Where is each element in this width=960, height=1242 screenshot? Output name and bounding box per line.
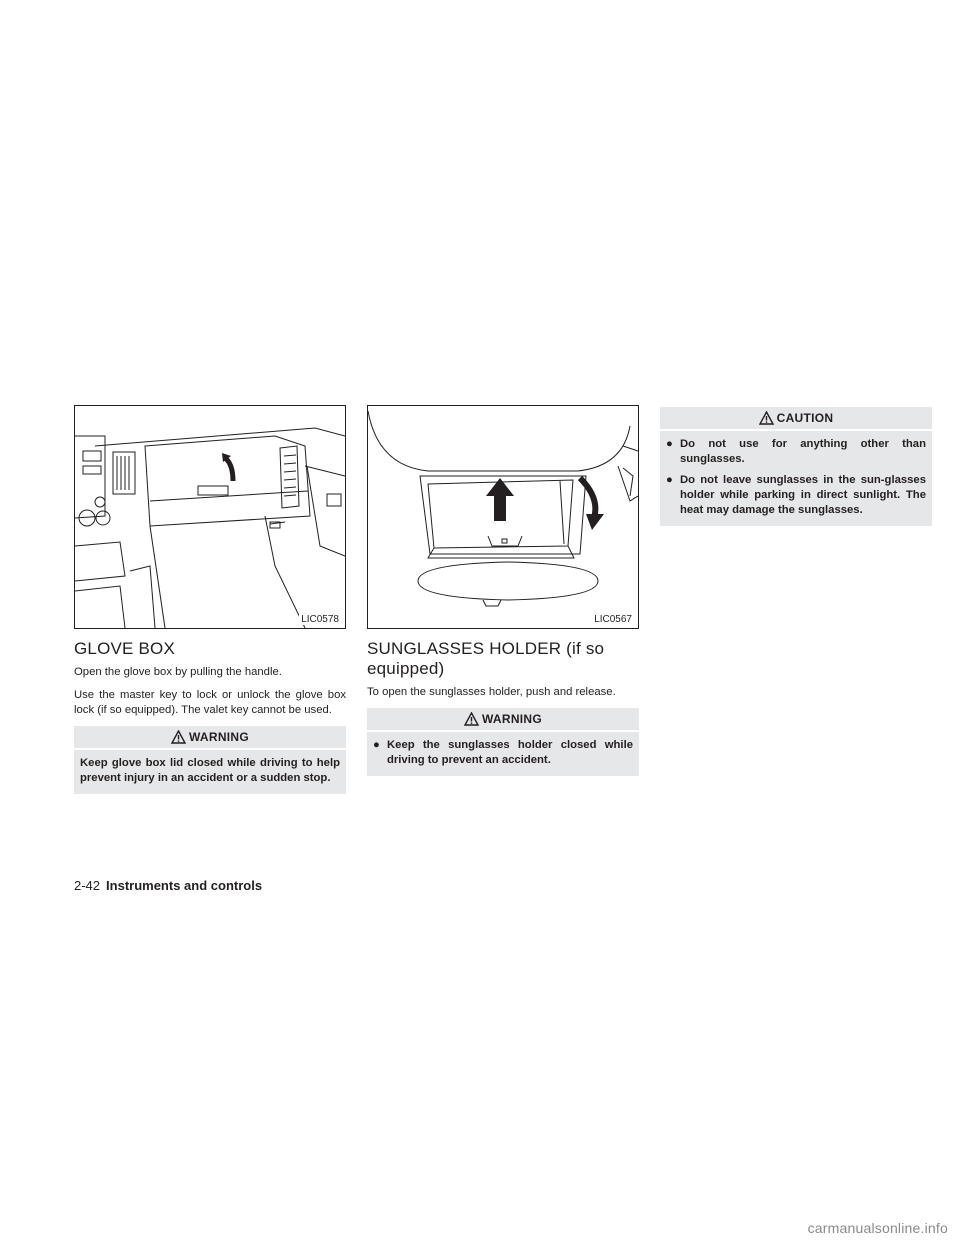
sunglasses-heading: SUNGLASSES HOLDER (if so equipped): [367, 639, 605, 678]
warning-title: WARNING: [481, 712, 543, 726]
figure-code: LIC0567: [594, 614, 632, 625]
caution-bullet: [666, 473, 926, 518]
caution-section: [660, 405, 932, 526]
glove-box-section: [74, 405, 346, 794]
watermark: carmanualsonline.info: [807, 1220, 948, 1236]
caution-header: [660, 407, 932, 431]
sunglasses-section: [367, 405, 639, 776]
bullet-dot: ●: [666, 438, 673, 450]
warning-header: [367, 708, 639, 732]
bullet-text: Do not use for anything other than sunglasses.: [680, 438, 926, 465]
bullet-dot: ●: [666, 474, 673, 486]
caution-bullet: [666, 437, 926, 467]
glove-box-illustration: [74, 405, 346, 629]
glove-box-heading: GLOVE BOX: [74, 639, 176, 658]
glove-box-paragraph-2: Use the master key to lock or unlock the glove box lock (if so equipped). The valet key cannot be used.: [74, 689, 346, 716]
warning-bullet: [373, 738, 633, 768]
figure-code: LIC0578: [301, 614, 339, 625]
sunglasses-warning: [367, 708, 639, 776]
page-footer: [74, 878, 262, 893]
warning-triangle-icon: [464, 712, 479, 726]
glove-box-paragraph-1: Open the glove box by pulling the handle.: [74, 666, 282, 678]
warning-body: [367, 732, 639, 776]
section-title: Instruments and controls: [106, 878, 263, 893]
warning-title: WARNING: [188, 730, 250, 744]
warning-triangle-icon: [171, 730, 186, 744]
caution-body: [660, 431, 932, 526]
sunglasses-holder-illustration: [367, 405, 639, 629]
caution-box: [660, 407, 932, 526]
bullet-text: Keep the sunglasses holder closed while driving to prevent an accident.: [387, 739, 633, 766]
glove-box-warning: [74, 726, 346, 794]
bullet-dot: ●: [373, 739, 380, 751]
bullet-text: Do not leave sunglasses in the sun-glasses holder while parking in direct sunlight. The heat may damage the sunglasses.: [680, 474, 926, 516]
page-number: 2-42: [74, 878, 101, 893]
warning-text: Keep glove box lid closed while driving to help prevent injury in an accident or a sudden stop.: [80, 757, 340, 784]
sunglasses-paragraph: To open the sunglasses holder, push and release.: [367, 686, 616, 698]
caution-title: CAUTION: [776, 411, 834, 425]
warning-header: [74, 726, 346, 750]
warning-triangle-icon: [759, 411, 774, 425]
